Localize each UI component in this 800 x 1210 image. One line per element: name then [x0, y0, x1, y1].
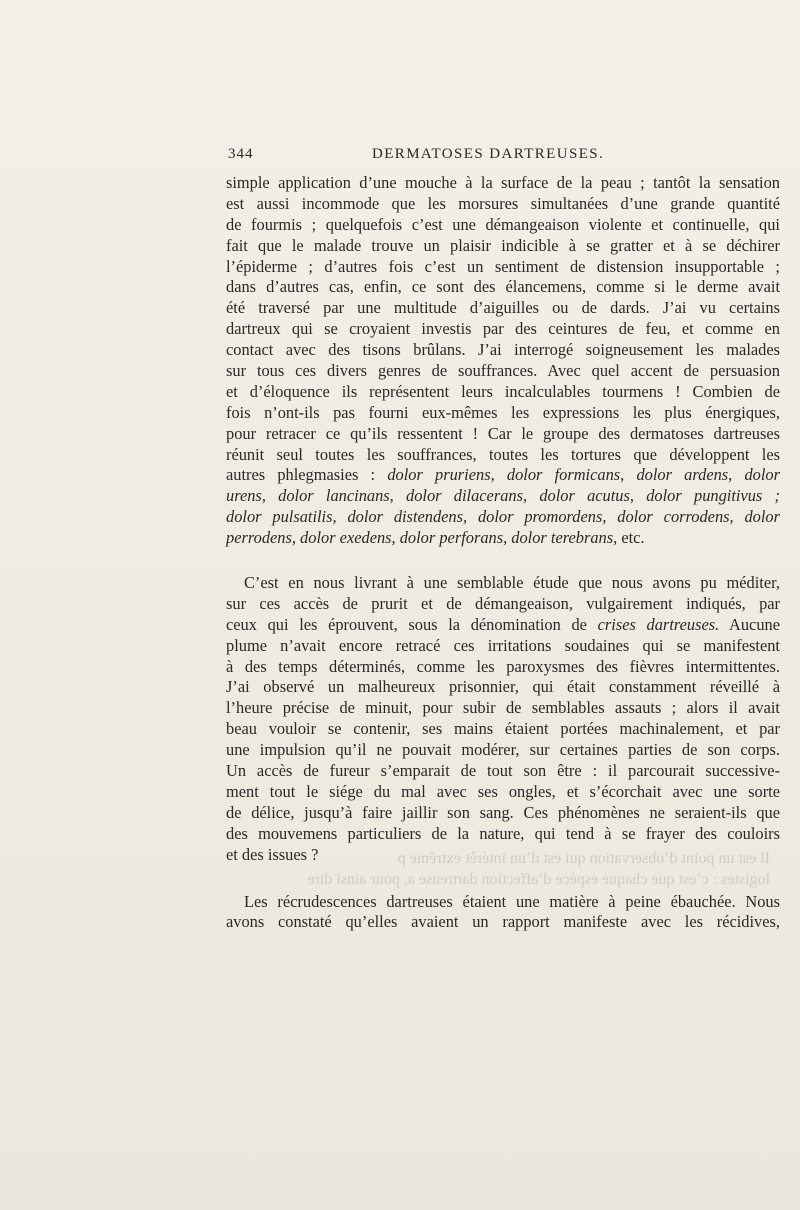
text-line: de délice, jusqu’à faire jaillir son sang. Ces phénomènes ne seraient-ils que — [226, 802, 780, 822]
text-line: fois n’ont-ils pas fourni eux-mêmes les expressions les plus énergiques, — [226, 402, 780, 422]
text-line: et des issues ? — [226, 844, 319, 864]
latin-terms: perrodens, dolor exedens, dolor perforans, dolor terebrans, — [226, 528, 618, 548]
text-line: sur ces accès de prurit et de démangeaison, vulgairement indiqués, par — [226, 593, 780, 613]
running-head: DERMATOSES DARTREUSES. — [372, 146, 605, 162]
text-fragment: ceux qui les éprouvent, sous la dénomination de — [226, 614, 587, 634]
text-fragment: etc. — [621, 528, 645, 548]
text-line: fait que le malade trouve un plaisir indicible à se gratter et à se déchirer — [226, 235, 780, 255]
text-line — [226, 486, 780, 507]
text-line: dartreux qui se croyaient investis par des ceintures de feu, et comme en — [226, 319, 780, 339]
text-line: est aussi incommode que les morsures simultanées d’une grande quantité — [226, 193, 780, 213]
italic-term: crises dartreuses. — [597, 614, 720, 634]
text-line: été traversé par une multitude d’aiguilles ou de dards. J’ai vu certains — [226, 298, 780, 318]
text-line: Un accès de fureur s’emparait de tout son être : il parcourait successive- — [226, 761, 780, 781]
latin-terms: dolor pulsatilis, dolor distendens, dolor promordens, dolor corrodens, dolor — [226, 507, 780, 527]
paragraph-3 — [226, 892, 780, 934]
text-line: pour retracer ce qu’ils ressentent ! Car le groupe des dermatoses dartreuses — [226, 423, 780, 443]
text-line: C’est en nous livrant à une semblable étude que nous avons pu méditer, — [244, 573, 780, 593]
text-line — [226, 615, 780, 636]
text-line: et d’éloquence ils représentent leurs incalculables tourmens ! Combien de — [226, 381, 780, 401]
text-fragment: autres phlegmasies : — [226, 465, 376, 485]
body-text — [226, 173, 780, 933]
text-line: J’ai observé un malheureux prisonnier, qui était constamment réveillé à — [226, 677, 780, 697]
text-fragment: Aucune — [729, 614, 780, 634]
paragraph-gap — [226, 549, 780, 573]
paragraph-gap — [226, 866, 780, 892]
text-line — [226, 528, 780, 549]
text-line: réunit seul toutes les souffrances, toutes les tortures que développent les — [226, 444, 780, 464]
text-line: ment tout le siége du mal avec ses ongles, et s’écorchait avec une sorte — [226, 781, 780, 801]
latin-terms: dolor pruriens, dolor formicans, dolor ardens, dolor — [387, 465, 780, 485]
text-line — [226, 465, 780, 486]
page-header — [226, 146, 780, 166]
text-line — [226, 507, 780, 528]
text-line: simple application d’une mouche à la surface de la peau ; tantôt la sensation — [226, 173, 780, 192]
bleed-line: Il est un point d’observation qui est d’un intérêt extrême p — [397, 850, 770, 867]
latin-terms: urens, dolor lancinans, dolor dilacerans, dolor acutus, dolor pungitivus ; — [226, 486, 780, 506]
text-line: sur tous ces divers genres de souffrances. Avec quel accent de persuasion — [226, 361, 780, 381]
paragraph-1 — [226, 173, 780, 549]
text-line: avons constaté qu’elles avaient un rapport manifeste avec les récidives, — [226, 912, 780, 932]
text-line: plume n’avait encore retracé ces irritations soudaines qui se manifestent — [226, 635, 780, 655]
page-number: 344 — [228, 146, 254, 162]
text-line: de fourmis ; quelquefois c’est une démangeaison violente et continuelle, qui — [226, 214, 780, 234]
text-line: beau vouloir se contenir, ses mains étaient portées machinalement, et par — [226, 719, 780, 739]
text-line: contact avec des tisons brûlans. J’ai interrogé soigneusement les malades — [226, 340, 780, 360]
text-line: à des temps déterminés, comme les paroxysmes des fièvres intermittentes. — [226, 656, 780, 676]
text-line: des mouvemens particuliers de la nature, qui tend à se frayer des couloirs — [226, 823, 780, 843]
bleed-line: logistes : c’est que chaque espèce d’affection dartreuse a, pour ainsi dire — [307, 871, 770, 888]
text-line: dans d’autres cas, enfin, ce sont des élancemens, comme si le derme avait — [226, 277, 780, 297]
paragraph-2 — [226, 573, 780, 865]
text-line: une impulsion qu’il ne pouvait modérer, sur certaines parties de son corps. — [226, 740, 780, 760]
text-line: l’heure précise de minuit, pour subir de semblables assauts ; alors il avait — [226, 698, 780, 718]
text-line: Les récrudescences dartreuses étaient une matière à peine ébauchée. Nous — [244, 891, 780, 911]
text-line: l’épiderme ; d’autres fois c’est un sentiment de distension insupportable ; — [226, 256, 780, 276]
